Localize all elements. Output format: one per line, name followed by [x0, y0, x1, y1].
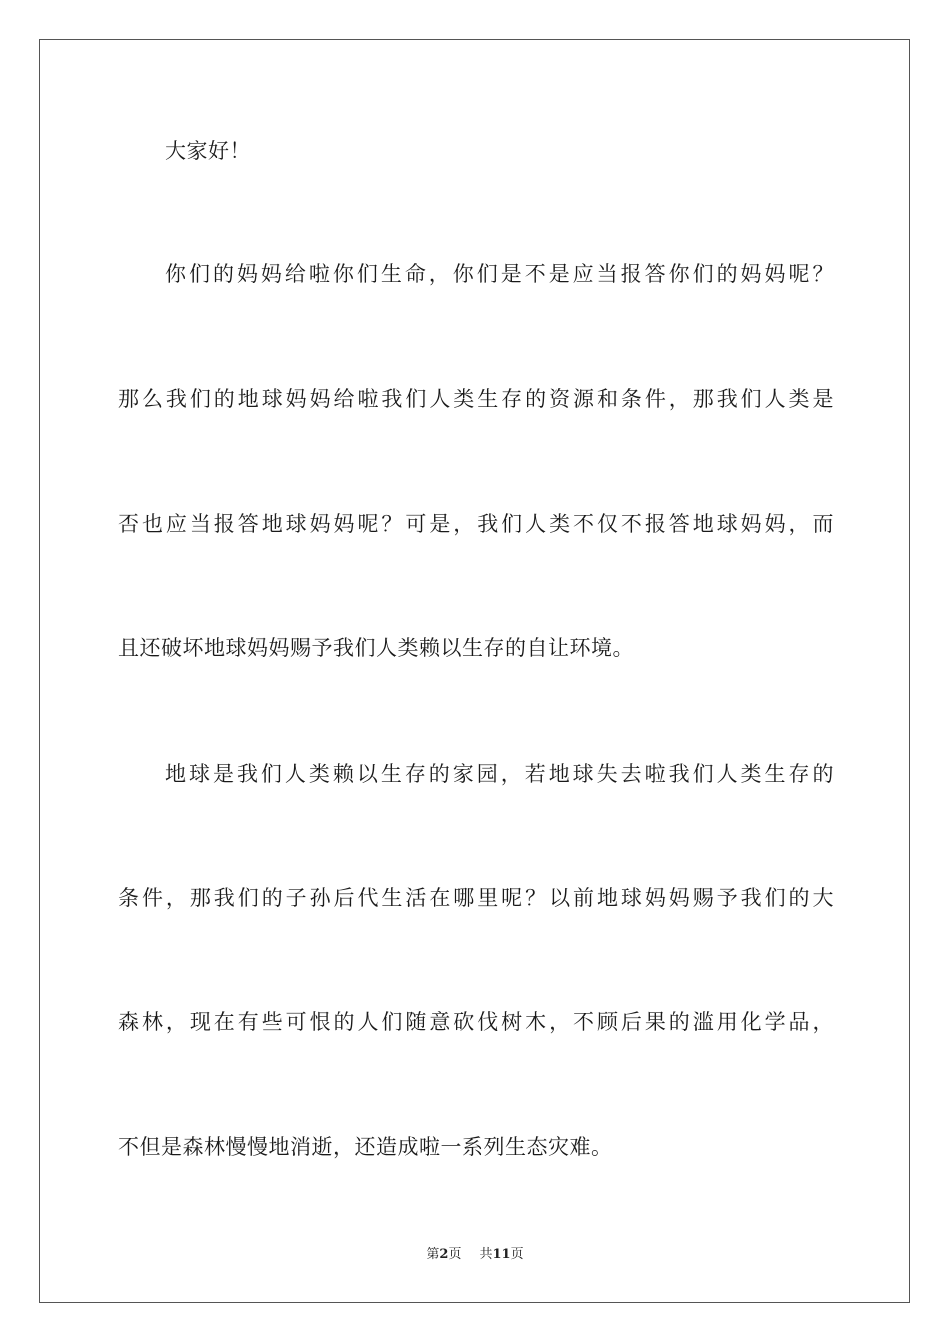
paragraph-2-line-3: 森林，现在有些可恨的人们随意砍伐树木，不顾后果的滥用化学品，: [118, 1010, 834, 1034]
greeting-line: 大家好！: [165, 139, 251, 163]
paragraph-1-line-1: 你们的妈妈给啦你们生命，你们是不是应当报答你们的妈妈呢？: [165, 262, 834, 286]
page-footer: [0, 1246, 950, 1264]
paragraph-1-line-4: 且还破坏地球妈妈赐予我们人类赖以生存的自让环境。: [118, 636, 634, 660]
paragraph-1-line-3: 否也应当报答地球妈妈呢？可是，我们人类不仅不报答地球妈妈，而: [118, 512, 834, 536]
paragraph-2-line-2: 条件，那我们的子孙后代生活在哪里呢？以前地球妈妈赐予我们的大: [118, 886, 834, 910]
paragraph-2-line-1: 地球是我们人类赖以生存的家园，若地球失去啦我们人类生存的: [165, 762, 834, 786]
paragraph-2-line-4: 不但是森林慢慢地消逝，还造成啦一系列生态灾难。: [118, 1135, 613, 1159]
total-pages: 11: [492, 1247, 511, 1262]
total-suffix: 页: [510, 1247, 524, 1262]
page-prefix: 第: [426, 1247, 440, 1262]
total-prefix: 共: [479, 1247, 493, 1262]
page-suffix: 页: [448, 1247, 462, 1262]
page-border: [39, 39, 910, 1303]
paragraph-1-line-2: 那么我们的地球妈妈给啦我们人类生存的资源和条件，那我们人类是: [118, 387, 834, 411]
page-number: 2: [439, 1247, 449, 1262]
